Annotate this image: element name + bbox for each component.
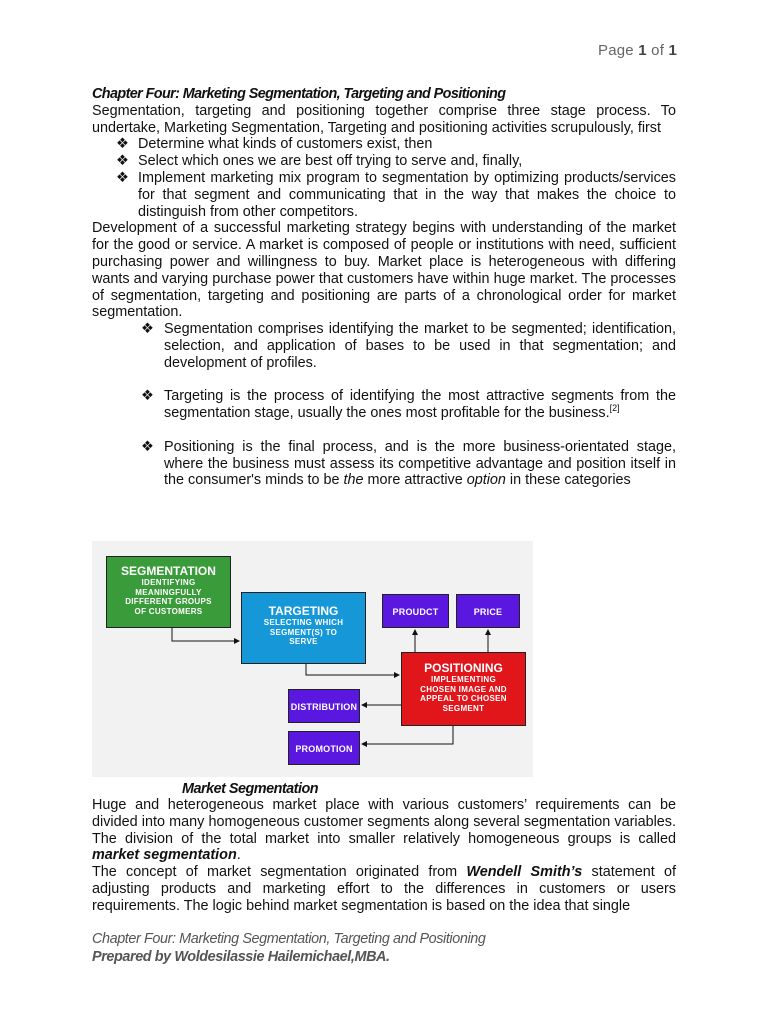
list-item: ❖ Select which ones we are best off trying to serve and, finally,	[116, 153, 523, 170]
promotion-box: PROMOTION	[288, 731, 360, 765]
product-box: PROUDCT	[382, 594, 449, 628]
list-item: ❖ Positioning is the final process, and is the more business-orientated stage, where the business must assess its competitive advantage and position itself in the consumer's minds to be the more attractive option in these categories	[141, 438, 676, 489]
section-heading: Market Segmentation	[182, 781, 319, 797]
stp-diagram	[92, 541, 533, 777]
distribution-box: DISTRIBUTION	[288, 689, 360, 723]
segmentation-to-targeting-arrow	[172, 628, 239, 641]
stages-list	[92, 321, 676, 489]
diamond-bullet-icon: ❖	[116, 169, 129, 186]
list-item: ❖ Segmentation comprises identifying the market to be segmented; identification, selection, and application of bases to be used in that segmentation; and development of profiles.	[141, 321, 676, 371]
diamond-bullet-icon: ❖	[116, 136, 129, 153]
positioning-box: POSITIONING IMPLEMENTING CHOSEN IMAGE AND APPEAL TO CHOSEN SEGMENT	[401, 652, 526, 726]
footer-author: Prepared by Woldesilassie Hailemichael,MBA.	[92, 949, 390, 965]
page-footer	[92, 930, 485, 966]
footer-chapter: Chapter Four: Marketing Segmentation, Targeting and Positioning	[92, 931, 486, 947]
development-paragraph: Development of a successful marketing strategy begins with understanding of the market for the good or service. A market is composed of people or institutions with need, sufficient purchasing power and willingness to buy. Market place is heterogeneous with differing wants and varying purchase power that customers have within huge market. The processes of segmentation, targeting and positioning are parts of a chronological order for market segmentation.	[92, 220, 676, 321]
spacer	[92, 372, 676, 389]
list-item: ❖ Targeting is the process of identifying the most attractive segments from the segmentation stage, usually the ones most profitable for the business.[2]	[141, 388, 676, 422]
positioning-to-promotion-arrow	[362, 726, 453, 744]
segmentation-box: SEGMENTATION IDENTIFYING MEANINGFULLY DIFFERENT GROUPS OF CUSTOMERS	[106, 556, 231, 628]
page-number: Page 1 of 1	[598, 42, 677, 59]
market-segmentation-text	[92, 797, 676, 915]
spacer	[92, 422, 676, 439]
list-item: ❖ Determine what kinds of customers exist, then	[116, 136, 433, 153]
concept-paragraph: The concept of market segmentation originated from Wendell Smith’s statement of adjusting products and marketing effort to the differences in customers or users requirements. The logic behind market segmentation is based on the idea that single	[92, 864, 676, 914]
chapter-title: Chapter Four: Marketing Segmentation, Targeting and Positioning	[92, 86, 506, 102]
diamond-bullet-icon: ❖	[141, 438, 154, 455]
diamond-bullet-icon: ❖	[116, 153, 129, 170]
diamond-bullet-icon: ❖	[141, 321, 154, 338]
list-item: ❖ Implement marketing mix program to segmentation by optimizing products/services for that segment and communicating that in the way that makes the choice to distinguish from other competitors.	[116, 169, 676, 220]
targeting-to-positioning-arrow	[306, 664, 399, 675]
targeting-box: TARGETING SELECTING WHICH SEGMENT(S) TO SERVE	[241, 592, 366, 664]
body-text	[92, 86, 676, 489]
price-box: PRICE	[456, 594, 520, 628]
diamond-bullet-icon: ❖	[141, 388, 154, 405]
reference-marker: [2]	[609, 403, 620, 414]
intro-paragraph: Segmentation, targeting and positioning together comprise three stage process. To undertake, Marketing Segmentation, Targeting and positioning activities scrupulously, first	[92, 102, 676, 136]
steps-list	[92, 136, 676, 220]
market-segmentation-paragraph: Huge and heterogeneous market place with various customers’ requirements can be divided into many homogeneous customer segments along several segmentation variables. The division of the total market into smaller relatively homogeneous groups is called market segmentation.	[92, 797, 676, 864]
